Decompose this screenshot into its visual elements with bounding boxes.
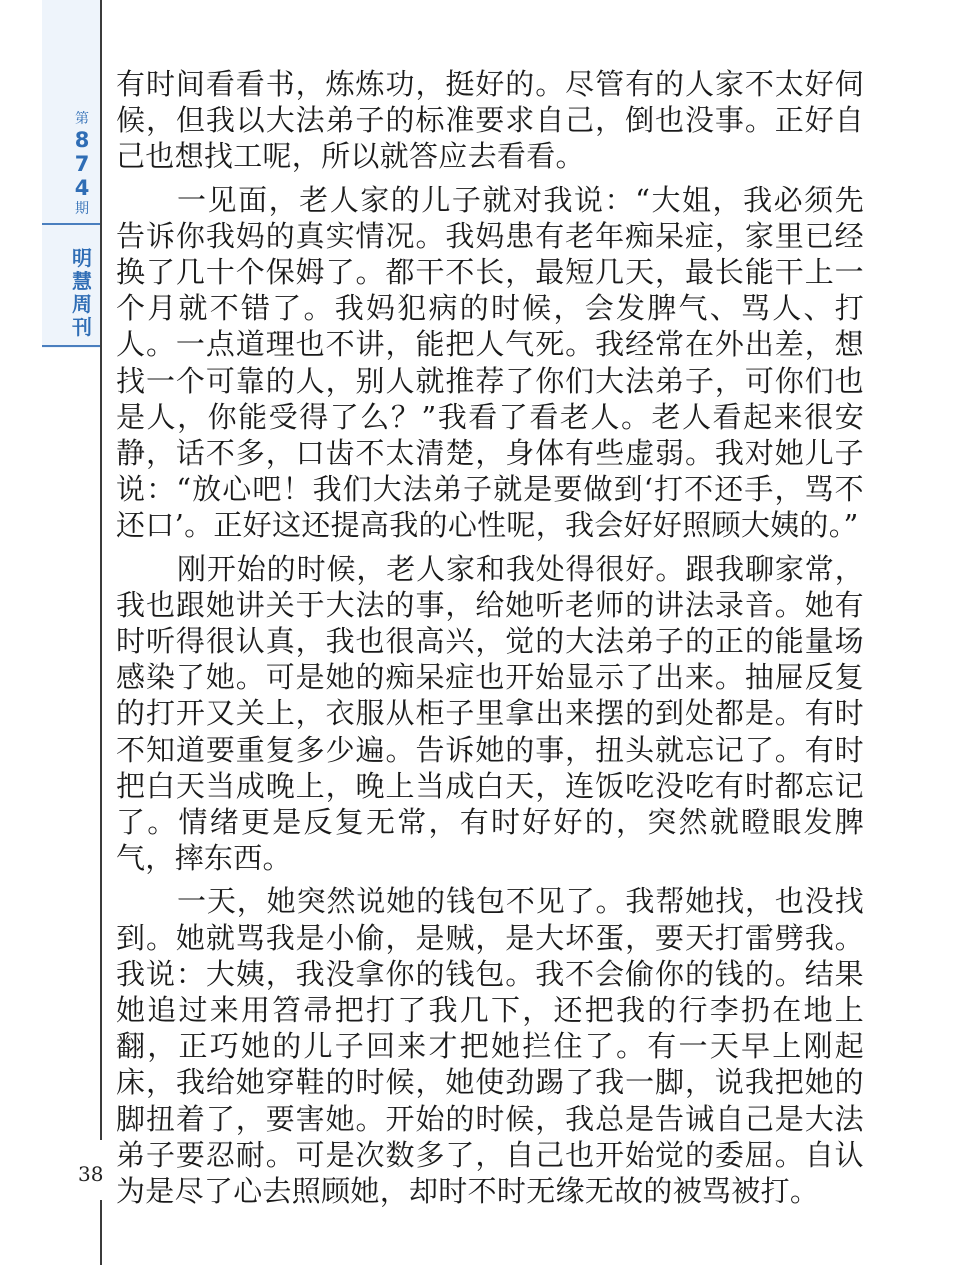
magazine-title <box>62 247 102 339</box>
magazine-char: 慧 <box>72 269 92 293</box>
issue-suffix: 期 <box>75 201 89 217</box>
paragraph: 刚开始的时候，老人家和我处得很好。跟我聊家常，我也跟她讲关于大法的事，给她听老师的讲法录音。她有时听得很认真，我也很高兴，觉的大法弟子的正的能量场感染了她。可是她的痴呆症也开始显示了出来。抽屉反复的打开又关上，衣服从柜子里拿出来摆的到处都是。有时不知道要重复多少遍。告诉她的事，扭头就忘记了。有时把白天当成晚上，晚上当成白天，连饭吃没吃有时都忘记了。情绪更是反复无常，有时好好的，突然就瞪眼发脾气，摔东西。 <box>116 551 864 876</box>
magazine-char: 刊 <box>72 315 92 339</box>
issue-number <box>62 110 102 218</box>
page-margin-rule-lower <box>100 1200 102 1265</box>
issue-digit: 4 <box>74 176 90 200</box>
sidebar-divider-top <box>42 223 100 225</box>
issue-prefix: 第 <box>75 111 89 127</box>
issue-digit: 8 <box>74 128 90 152</box>
paragraph: 有时间看看书，炼炼功，挺好的。尽管有的人家不太好伺候，但我以大法弟子的标准要求自己，倒也没事。正好自己也想找工呢，所以就答应去看看。 <box>116 67 864 174</box>
paragraph: 一天，她突然说她的钱包不见了。我帮她找，也没找到。她就骂我是小偷，是贼，是大坏蛋，要天打雷劈我。我说：大姨，我没拿你的钱包。我不会偷你的钱的。结果她追过来用笤帚把打了我几下，还把我的行李扔在地上翻，正巧她的儿子回来才把她拦住了。有一天早上刚起床，我给她穿鞋的时候，她使劲踢了我一脚，说我把她的脚扭着了，要害她。开始的时候，我总是告诫自己是大法弟子要忍耐。可是次数多了，自己也开始觉的委屈。自认为是尽了心去照顾她，却时不时无缘无故的被骂被打。 <box>116 884 864 1209</box>
magazine-char: 明 <box>72 246 92 270</box>
page-number: 38 <box>78 1162 104 1186</box>
issue-digits <box>62 128 102 200</box>
issue-digit: 7 <box>74 152 90 176</box>
article-body <box>116 66 864 1209</box>
sidebar-divider-bottom <box>42 345 100 347</box>
magazine-char: 周 <box>72 292 92 316</box>
paragraph: 一见面，老人家的儿子就对我说：“大姐，我必须先告诉你我妈的真实情况。我妈患有老年痴呆症，家里已经换了几十个保姆了。都干不长，最短几天，最长能干上一个月就不错了。我妈犯病的时候，会发脾气、骂人、打人。一点道理也不讲，能把人气死。我经常在外出差，想找一个可靠的人，别人就推荐了你们大法弟子，可你们也是人，你能受得了么？”我看了看老人。老人看起来很安静，话不多，口齿不太清楚，身体有些虚弱。我对她儿子说：“放心吧！我们大法弟子就是要做到‘打不还手，骂不还口’。正好这还提高我的心性呢，我会好好照顾大姨的。” <box>116 182 864 543</box>
